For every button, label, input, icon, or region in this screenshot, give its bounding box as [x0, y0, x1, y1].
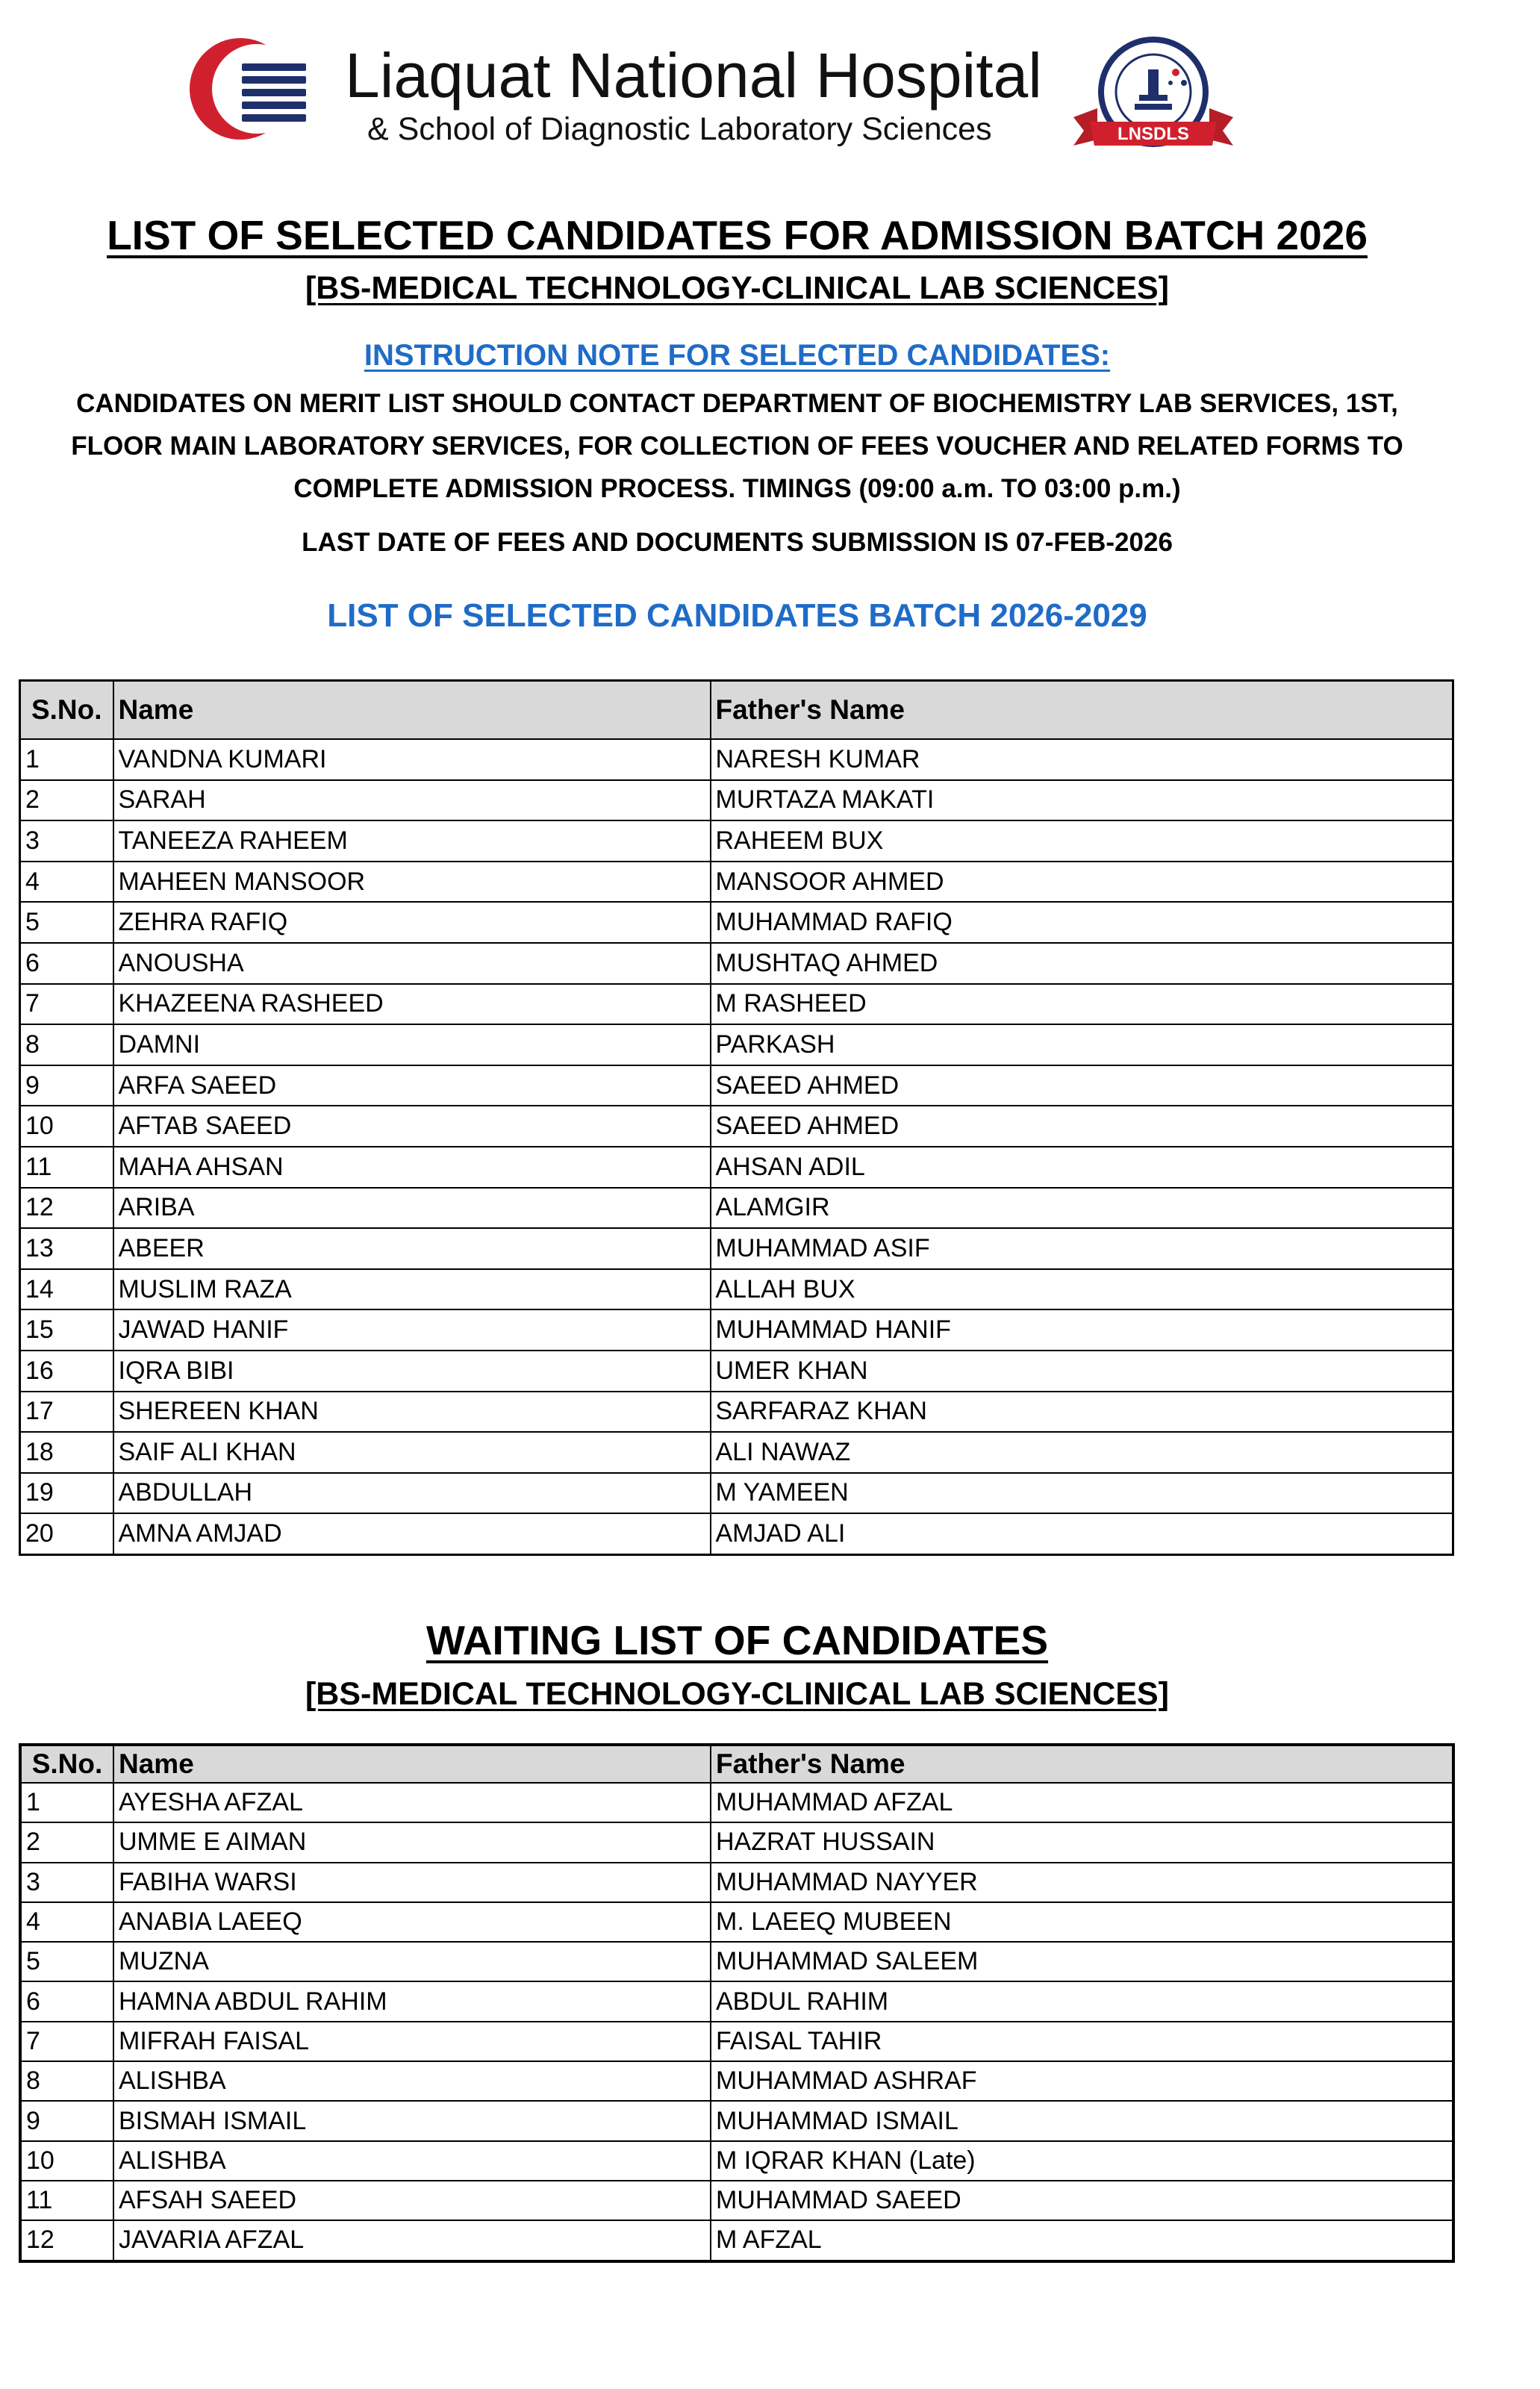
- name-cell: MUSLIM RAZA: [113, 1269, 711, 1310]
- name-cell: ANOUSHA: [113, 943, 711, 984]
- name-cell: ARFA SAEED: [113, 1065, 711, 1106]
- name-cell: MAHEEN MANSOOR: [113, 862, 711, 903]
- name-cell: VANDNA KUMARI: [113, 739, 711, 780]
- table-row: [20, 780, 1453, 821]
- father-name-cell: MUHAMMAD SAEED: [711, 2181, 1453, 2220]
- sno-cell: 5: [20, 902, 113, 943]
- table-row: [20, 1902, 1453, 1942]
- table-row: [20, 2220, 1453, 2261]
- sno-cell: 11: [20, 1147, 113, 1188]
- table-row: [20, 820, 1453, 862]
- table-header-row: [20, 1745, 1453, 1783]
- sno-cell: 15: [20, 1309, 113, 1351]
- father-name-cell: M. LAEEQ MUBEEN: [711, 1902, 1453, 1942]
- name-cell: KHAZEENA RASHEED: [113, 984, 711, 1025]
- column-header-name: Name: [113, 681, 711, 740]
- page-title: LIST OF SELECTED CANDIDATES FOR ADMISSION BATCH 2026: [107, 212, 1368, 258]
- last-date-notice: LAST DATE OF FEES AND DOCUMENTS SUBMISSION IS 07-FEB-2026: [302, 528, 1173, 557]
- father-name-cell: PARKASH: [711, 1024, 1453, 1065]
- table-row: [20, 1863, 1453, 1902]
- table-row: [20, 1228, 1453, 1269]
- name-cell: IQRA BIBI: [113, 1351, 711, 1392]
- sno-cell: 2: [20, 780, 113, 821]
- sno-cell: 16: [20, 1351, 113, 1392]
- table-row: [20, 1188, 1453, 1229]
- selected-list-title: LIST OF SELECTED CANDIDATES BATCH 2026-2029: [327, 597, 1147, 634]
- sno-cell: 17: [20, 1392, 113, 1433]
- father-name-cell: MUHAMMAD HANIF: [711, 1309, 1453, 1351]
- father-name-cell: ALAMGIR: [711, 1188, 1453, 1229]
- name-cell: ALISHBA: [113, 2141, 711, 2181]
- sno-cell: 9: [20, 2101, 113, 2140]
- table-row: [20, 1065, 1453, 1106]
- table-row: [20, 2061, 1453, 2101]
- sno-cell: 10: [20, 1106, 113, 1147]
- table-row: [20, 1351, 1453, 1392]
- name-cell: JAVARIA AFZAL: [113, 2220, 711, 2261]
- father-name-cell: UMER KHAN: [711, 1351, 1453, 1392]
- father-name-cell: M RASHEED: [711, 984, 1453, 1025]
- name-cell: ABEER: [113, 1228, 711, 1269]
- sno-cell: 1: [20, 739, 113, 780]
- father-name-cell: MANSOOR AHMED: [711, 862, 1453, 903]
- father-name-cell: MUHAMMAD SALEEM: [711, 1942, 1453, 1981]
- sno-cell: 8: [20, 2061, 113, 2101]
- name-cell: ZEHRA RAFIQ: [113, 902, 711, 943]
- column-header-father-name: Father's Name: [711, 681, 1453, 740]
- sno-cell: 19: [20, 1473, 113, 1514]
- lnh-crescent-logo-icon: [179, 34, 306, 146]
- father-name-cell: FAISAL TAHIR: [711, 2022, 1453, 2061]
- table-row: [20, 1024, 1453, 1065]
- waiting-candidates-table: [19, 1743, 1455, 2263]
- sno-cell: 1: [20, 1783, 113, 1822]
- sno-cell: 13: [20, 1228, 113, 1269]
- father-name-cell: SARFARAZ KHAN: [711, 1392, 1453, 1433]
- table-row: [20, 1147, 1453, 1188]
- name-cell: MIFRAH FAISAL: [113, 2022, 711, 2061]
- name-cell: MUZNA: [113, 1942, 711, 1981]
- father-name-cell: MUHAMMAD ASIF: [711, 1228, 1453, 1269]
- father-name-cell: ABDUL RAHIM: [711, 1981, 1453, 2021]
- waiting-list-title: WAITING LIST OF CANDIDATES: [425, 1617, 1049, 1663]
- table-row: [20, 739, 1453, 780]
- sno-cell: 9: [20, 1065, 113, 1106]
- father-name-cell: SAEED AHMED: [711, 1065, 1453, 1106]
- name-cell: AFSAH SAEED: [113, 2181, 711, 2220]
- name-cell: UMME E AIMAN: [113, 1822, 711, 1862]
- father-name-cell: ALLAH BUX: [711, 1269, 1453, 1310]
- sno-cell: 18: [20, 1432, 113, 1473]
- table-row: [20, 1473, 1453, 1514]
- father-name-cell: MUHAMMAD NAYYER: [711, 1863, 1453, 1902]
- father-name-cell: AMJAD ALI: [711, 1513, 1453, 1554]
- table-row: [20, 1269, 1453, 1310]
- name-cell: FABIHA WARSI: [113, 1863, 711, 1902]
- sno-cell: 5: [20, 1942, 113, 1981]
- father-name-cell: MUSHTAQ AHMED: [711, 943, 1453, 984]
- name-cell: DAMNI: [113, 1024, 711, 1065]
- table-row: [20, 1309, 1453, 1351]
- sno-cell: 14: [20, 1269, 113, 1310]
- school-name: & School of Diagnostic Laboratory Sciences: [367, 111, 992, 147]
- name-cell: JAWAD HANIF: [113, 1309, 711, 1351]
- name-cell: SHEREEN KHAN: [113, 1392, 711, 1433]
- table-row: [20, 2141, 1453, 2181]
- name-cell: ARIBA: [113, 1188, 711, 1229]
- table-row: [20, 2101, 1453, 2140]
- instruction-line-3: COMPLETE ADMISSION PROCESS. TIMINGS (09:00 a.m. TO 03:00 p.m.): [293, 474, 1181, 503]
- father-name-cell: RAHEEM BUX: [711, 820, 1453, 862]
- name-cell: HAMNA ABDUL RAHIM: [113, 1981, 711, 2021]
- table-row: [20, 1513, 1453, 1554]
- father-name-cell: MUHAMMAD ISMAIL: [711, 2101, 1453, 2140]
- name-cell: MAHA AHSAN: [113, 1147, 711, 1188]
- name-cell: AMNA AMJAD: [113, 1513, 711, 1554]
- column-header-sno: S.No.: [20, 681, 113, 740]
- table-row: [20, 1392, 1453, 1433]
- instruction-line-1: CANDIDATES ON MERIT LIST SHOULD CONTACT DEPARTMENT OF BIOCHEMISTRY LAB SERVICES, 1ST,: [76, 389, 1398, 418]
- instruction-line-2: FLOOR MAIN LABORATORY SERVICES, FOR COLLECTION OF FEES VOUCHER AND RELATED FORMS TO: [71, 432, 1403, 461]
- sno-cell: 4: [20, 1902, 113, 1942]
- program-heading: [BS-MEDICAL TECHNOLOGY-CLINICAL LAB SCIENCES]: [305, 270, 1170, 306]
- sno-cell: 6: [20, 1981, 113, 2021]
- table-row: [20, 2181, 1453, 2220]
- father-name-cell: M YAMEEN: [711, 1473, 1453, 1514]
- name-cell: ANABIA LAEEQ: [113, 1902, 711, 1942]
- sno-cell: 11: [20, 2181, 113, 2220]
- sno-cell: 20: [20, 1513, 113, 1554]
- sno-cell: 10: [20, 2141, 113, 2181]
- sno-cell: 3: [20, 820, 113, 862]
- sno-cell: 12: [20, 2220, 113, 2261]
- selected-candidates-table: [19, 679, 1454, 1556]
- sno-cell: 7: [20, 2022, 113, 2061]
- table-row: [20, 2022, 1453, 2061]
- table-row: [20, 1106, 1453, 1147]
- sno-cell: 7: [20, 984, 113, 1025]
- sno-cell: 12: [20, 1188, 113, 1229]
- table-row: [20, 862, 1453, 903]
- father-name-cell: MUHAMMAD ASHRAF: [711, 2061, 1453, 2101]
- sno-cell: 2: [20, 1822, 113, 1862]
- table-header-row: [20, 681, 1453, 740]
- instruction-heading: INSTRUCTION NOTE FOR SELECTED CANDIDATES:: [364, 339, 1111, 372]
- hospital-name: Liaquat National Hospital: [345, 40, 1042, 110]
- table-row: [20, 1432, 1453, 1473]
- name-cell: SAIF ALI KHAN: [113, 1432, 711, 1473]
- name-cell: SARAH: [113, 780, 711, 821]
- father-name-cell: AHSAN ADIL: [711, 1147, 1453, 1188]
- column-header-sno: S.No.: [20, 1745, 113, 1783]
- father-name-cell: M IQRAR KHAN (Late): [711, 2141, 1453, 2181]
- father-name-cell: NARESH KUMAR: [711, 739, 1453, 780]
- name-cell: ALISHBA: [113, 2061, 711, 2101]
- table-row: [20, 902, 1453, 943]
- father-name-cell: HAZRAT HUSSAIN: [711, 1822, 1453, 1862]
- table-row: [20, 943, 1453, 984]
- name-cell: BISMAH ISMAIL: [113, 2101, 711, 2140]
- father-name-cell: ALI NAWAZ: [711, 1432, 1453, 1473]
- column-header-name: Name: [113, 1745, 711, 1783]
- father-name-cell: MUHAMMAD RAFIQ: [711, 902, 1453, 943]
- table-row: [20, 1783, 1453, 1822]
- waiting-program-heading: [BS-MEDICAL TECHNOLOGY-CLINICAL LAB SCIENCES]: [305, 1676, 1170, 1712]
- sno-cell: 8: [20, 1024, 113, 1065]
- table-row: [20, 1942, 1453, 1981]
- father-name-cell: MUHAMMAD AFZAL: [711, 1783, 1453, 1822]
- letterhead: [179, 34, 1239, 161]
- column-header-father-name: Father's Name: [711, 1745, 1453, 1783]
- sno-cell: 3: [20, 1863, 113, 1902]
- father-name-cell: M AFZAL: [711, 2220, 1453, 2261]
- name-cell: ABDULLAH: [113, 1473, 711, 1514]
- table-row: [20, 1981, 1453, 2021]
- name-cell: AFTAB SAEED: [113, 1106, 711, 1147]
- name-cell: TANEEZA RAHEEM: [113, 820, 711, 862]
- lnsdls-seal-icon: [1067, 34, 1239, 161]
- sno-cell: 6: [20, 943, 113, 984]
- name-cell: AYESHA AFZAL: [113, 1783, 711, 1822]
- father-name-cell: MURTAZA MAKATI: [711, 780, 1453, 821]
- table-row: [20, 984, 1453, 1025]
- table-row: [20, 1822, 1453, 1862]
- father-name-cell: SAEED AHMED: [711, 1106, 1453, 1147]
- sno-cell: 4: [20, 862, 113, 903]
- seal-text: LNSDLS: [1117, 124, 1189, 144]
